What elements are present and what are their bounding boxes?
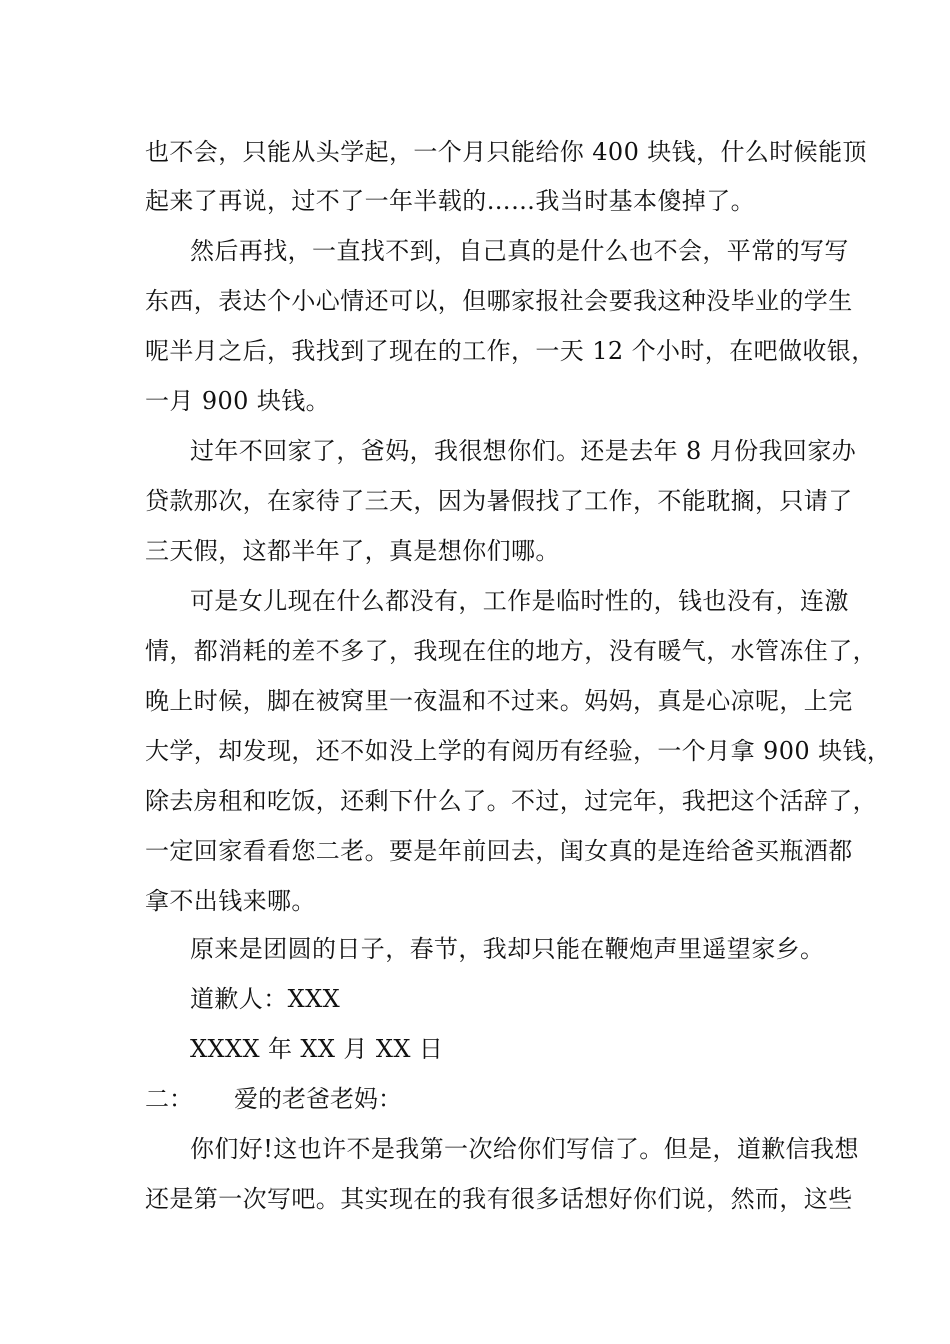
paragraph-line: 一月 900 块钱。: [145, 387, 331, 415]
paragraph-line: 三天假，这都半年了，真是想你们哪。: [145, 537, 560, 565]
paragraph-line: 一定回家看看您二老。要是年前回去，闺女真的是连给爸买瓶酒都: [145, 837, 853, 865]
paragraph-line: 情，都消耗的差不多了，我现在住的地方，没有暖气，水管冻住了，: [145, 637, 877, 665]
paragraph-line: 拿不出钱来哪。: [145, 887, 316, 915]
paragraph-line: 晚上时候，脚在被窝里一夜温和不过来。妈妈，真是心凉呢，上完: [145, 687, 853, 715]
paragraph-line: 起来了再说，过不了一年半载的……我当时基本傻掉了。: [145, 187, 755, 215]
salutation: 爱的老爸老妈：: [234, 1085, 402, 1113]
paragraph-line: 也不会，只能从头学起，一个月只能给你 400 块钱，什么时候能顶: [145, 138, 867, 166]
section-number: 二：: [145, 1085, 193, 1113]
paragraph-line: 然后再找，一直找不到，自己真的是什么也不会，平常的写写: [190, 237, 849, 265]
paragraph-line: 东西，表达个小心情还可以，但哪家报社会要我这种没毕业的学生: [145, 287, 853, 315]
paragraph-line: 呢半月之后，我找到了现在的工作，一天 12 个小时，在吧做收银，: [145, 337, 876, 365]
paragraph-line: 除去房租和吃饭，还剩下什么了。不过，过完年，我把这个活辞了，: [145, 787, 877, 815]
paragraph-line: 可是女儿现在什么都没有，工作是临时性的，钱也没有，连激: [190, 587, 849, 615]
paragraph-line: 贷款那次，在家待了三天，因为暑假找了工作，不能耽搁，只请了: [145, 487, 853, 515]
date-line: XXXX 年 XX 月 XX 日: [190, 1035, 444, 1063]
paragraph-line: 过年不回家了，爸妈，我很想你们。还是去年 8 月份我回家办: [190, 437, 857, 465]
paragraph-line: 你们好!这也许不是我第一次给你们写信了。但是，道歉信我想: [190, 1135, 859, 1163]
paragraph-line: 原来是团圆的日子，春节，我却只能在鞭炮声里遥望家乡。: [190, 935, 825, 963]
paragraph-line: 还是第一次写吧。其实现在的我有很多话想好你们说，然而，这些: [145, 1185, 853, 1213]
signer-line: 道歉人：XXX: [190, 985, 341, 1013]
paragraph-line: 大学，却发现，还不如没上学的有阅历有经验，一个月拿 900 块钱，: [145, 737, 892, 765]
